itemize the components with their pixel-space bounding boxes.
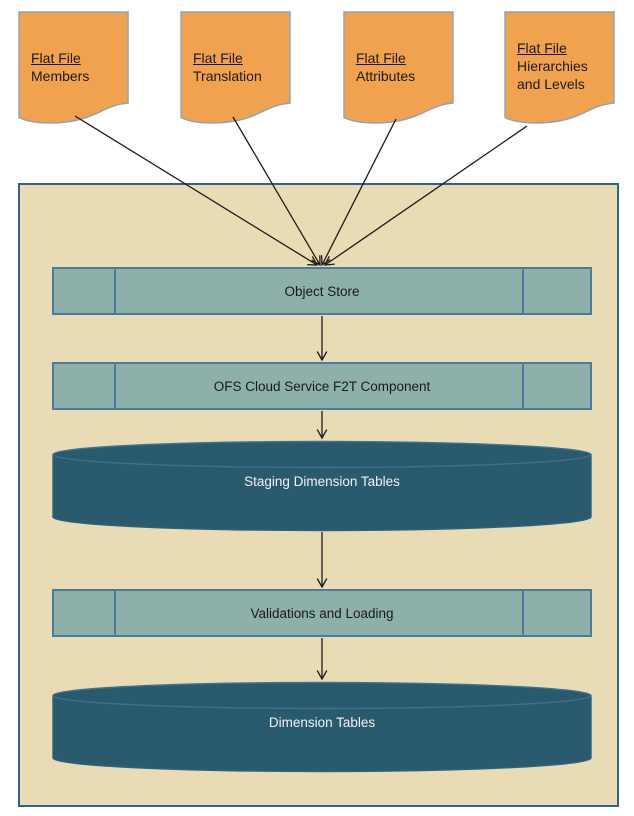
dimension-tables-node [52, 681, 592, 773]
process-side-bar [522, 364, 524, 408]
flat-file-title: Flat File [356, 50, 406, 66]
staging-dimension-tables-node [52, 440, 592, 532]
flat-file-title: Flat File [31, 50, 81, 66]
flat-file-subtitle: Hierarchies and Levels [517, 58, 588, 92]
process-side-bar [522, 269, 524, 313]
object-store-node [52, 267, 592, 315]
dimension-tables-label: Dimension Tables [268, 715, 376, 730]
flat-file-translation-label [193, 49, 287, 85]
flat-file-title: Flat File [517, 40, 567, 56]
flat-file-attributes-shape [343, 11, 454, 129]
flat-file-members-label [31, 49, 125, 85]
staging-dimension-tables-label: Staging Dimension Tables [244, 474, 400, 489]
flat-file-hierarchies-label [517, 39, 611, 93]
flat-file-title: Flat File [193, 50, 243, 66]
process-side-bar [114, 269, 116, 313]
validations-loading-label: Validations and Loading [250, 605, 394, 621]
flat-file-members-shape [18, 11, 129, 129]
flat-file-hierarchies-shape [504, 11, 615, 129]
flat-file-subtitle: Members [31, 68, 90, 84]
f2t-component-label: OFS Cloud Service F2T Component [213, 378, 431, 394]
flat-file-translation-shape [180, 11, 291, 129]
process-side-bar [522, 591, 524, 635]
flat-file-subtitle: Translation [193, 68, 262, 84]
object-store-label: Object Store [284, 283, 360, 299]
f2t-component-node [52, 362, 592, 410]
process-side-bar [114, 591, 116, 635]
flat-file-attributes-label [356, 49, 450, 85]
validations-loading-node [52, 589, 592, 637]
process-side-bar [114, 364, 116, 408]
flat-file-subtitle: Attributes [356, 68, 416, 84]
